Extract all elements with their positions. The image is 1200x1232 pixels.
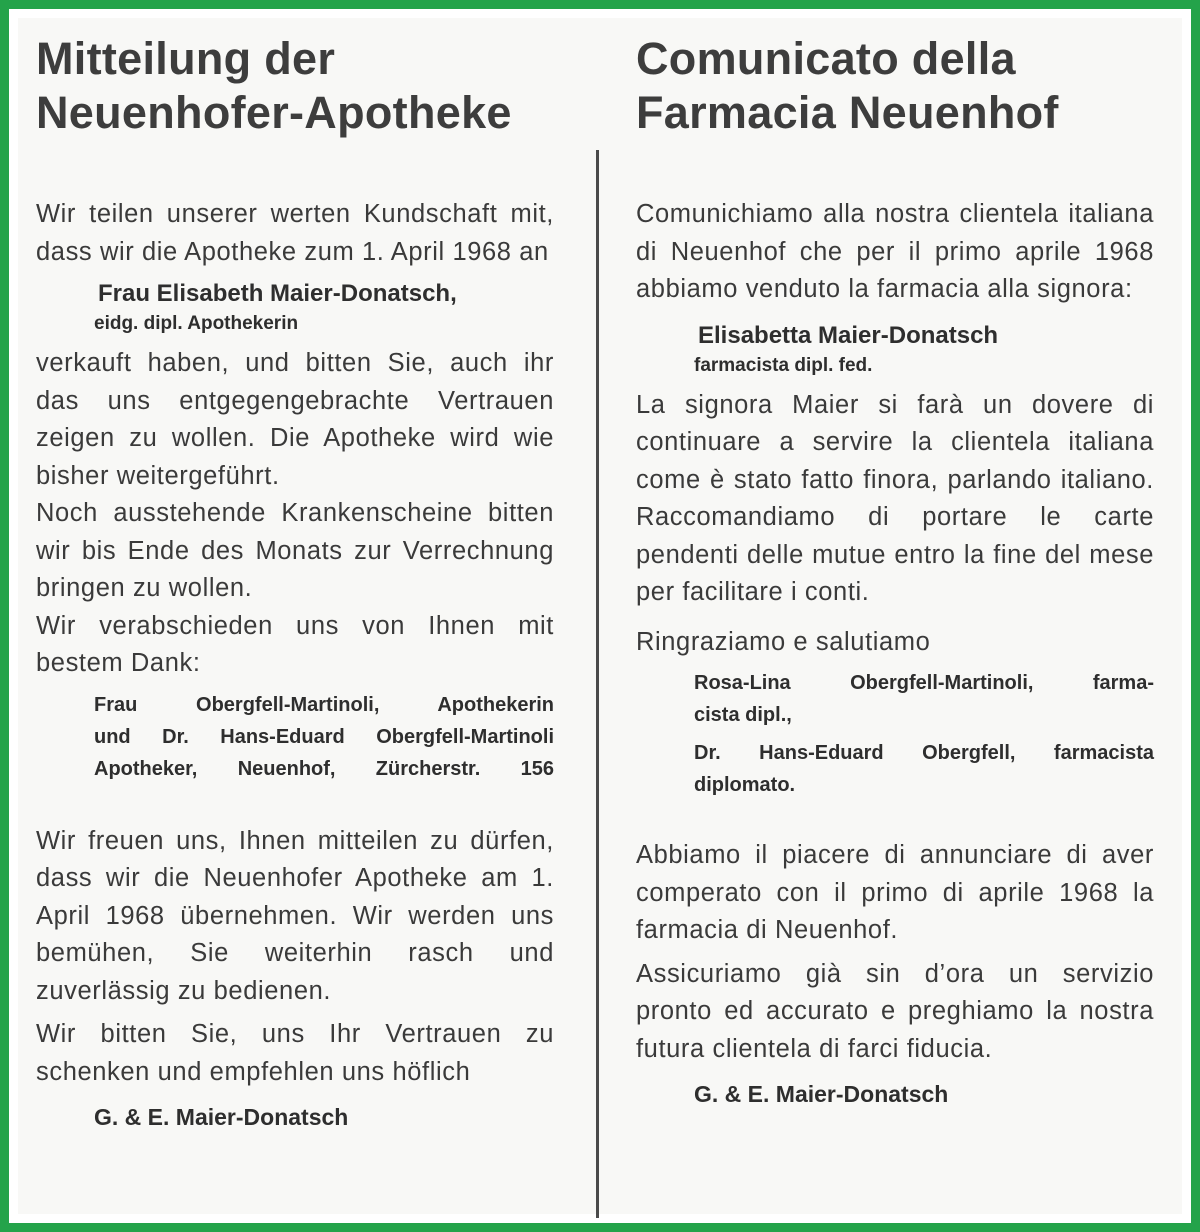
- italian-service-paragraph: La signora Maier si farà un dovere di continuare a servire la clientela italiana come è stato fatto finora, parlando italiano. Raccomandiamo di portare le carte pendenti delle mutue entro la fine del mese per facilitare i conti.: [636, 390, 1154, 606]
- italian-notice: [636, 32, 1154, 1110]
- german-claims-paragraph: Noch ausstehende Krankenscheine bitten wir bis Ende des Monats zur Verrechnung bringen zu wollen.: [36, 499, 554, 602]
- italian-title-line2: Farmacia Neuenhof: [636, 87, 1059, 138]
- italian-intro-paragraph: Comunichiamo alla nostra clientela italiana di Neuenhof che per il primo aprile 1968 abbiamo venduto la farmacia alla signora:: [636, 200, 1154, 303]
- german-signature-line: und Dr. Hans-Eduard Obergfell-Martinoli: [94, 725, 554, 748]
- italian-service-promise-paragraph: Assicuriamo già sin d’ora un servizio pronto ed accurato e preghiamo la nostra futura clientela di farci fiducia.: [636, 959, 1154, 1063]
- italian-buyer-title: farmacista dipl. fed.: [694, 354, 873, 376]
- column-divider: [596, 150, 599, 1218]
- italian-takeover-paragraph: Abbiamo il piacere di annunciare di aver comperato con il primo di aprile 1968 la farmacia di Neuenhof.: [636, 841, 1154, 944]
- italian-signature-line: diplomato.: [694, 774, 796, 796]
- german-signature-line: Apotheker, Neuenhof, Zürcherstr. 156: [94, 757, 554, 780]
- german-takeover-paragraph: Wir freuen uns, Ihnen mitteilen zu dürfen, dass wir die Neuenhofer Apotheke am 1. April 1968 übernehmen. Wir werden uns bemühen, Sie weiterhin rasch und zuverlässig zu bedienen.: [36, 826, 554, 1005]
- italian-closing-signature: G. & E. Maier-Donatsch: [694, 1081, 949, 1107]
- italian-signature-line: cista dipl.,: [694, 704, 792, 726]
- italian-signature-line: Rosa-Lina Obergfell-Martinoli, farma-: [694, 672, 1154, 694]
- german-farewell-paragraph: Wir verabschieden uns von Ihnen mit bestem Dank:: [36, 611, 554, 677]
- german-signature-line: Frau Obergfell-Martinoli, Apothekerin: [94, 693, 554, 716]
- german-sale-paragraph: verkauft haben, und bitten Sie, auch ihr das uns entgegengebrachte Vertrauen zeigen zu wollen. Die Apotheke wird wie bisher weitergeführt.: [36, 349, 554, 490]
- german-buyer-title: eidg. dipl. Apothekerin: [94, 313, 299, 334]
- german-title-line2: Neuenhofer-Apotheke: [36, 87, 512, 138]
- italian-title: [636, 32, 1154, 140]
- italian-title-line1: Comunicato della: [636, 33, 1016, 84]
- german-trust-paragraph: Wir bitten Sie, uns Ihr Vertrauen zu schenken und empfehlen uns höflich: [36, 1020, 554, 1086]
- german-signature-block: [94, 689, 554, 785]
- german-title-line1: Mitteilung der: [36, 33, 336, 84]
- italian-buyer-name: Elisabetta Maier-Donatsch: [698, 321, 999, 349]
- german-notice: [36, 32, 554, 1133]
- italian-signature-line: Dr. Hans-Eduard Obergfell, farmacista: [694, 742, 1154, 764]
- italian-thanks-paragraph: Ringraziamo e salutiamo: [636, 627, 931, 656]
- italian-signature-block: [694, 667, 1154, 801]
- german-closing-signature: G. & E. Maier-Donatsch: [94, 1104, 349, 1130]
- german-buyer-name: Frau Elisabeth Maier-Donatsch,: [98, 280, 457, 307]
- german-intro-paragraph: Wir teilen unserer werten Kundschaft mit, dass wir die Apotheke zum 1. April 1968 an: [36, 200, 554, 266]
- german-title: [36, 32, 554, 140]
